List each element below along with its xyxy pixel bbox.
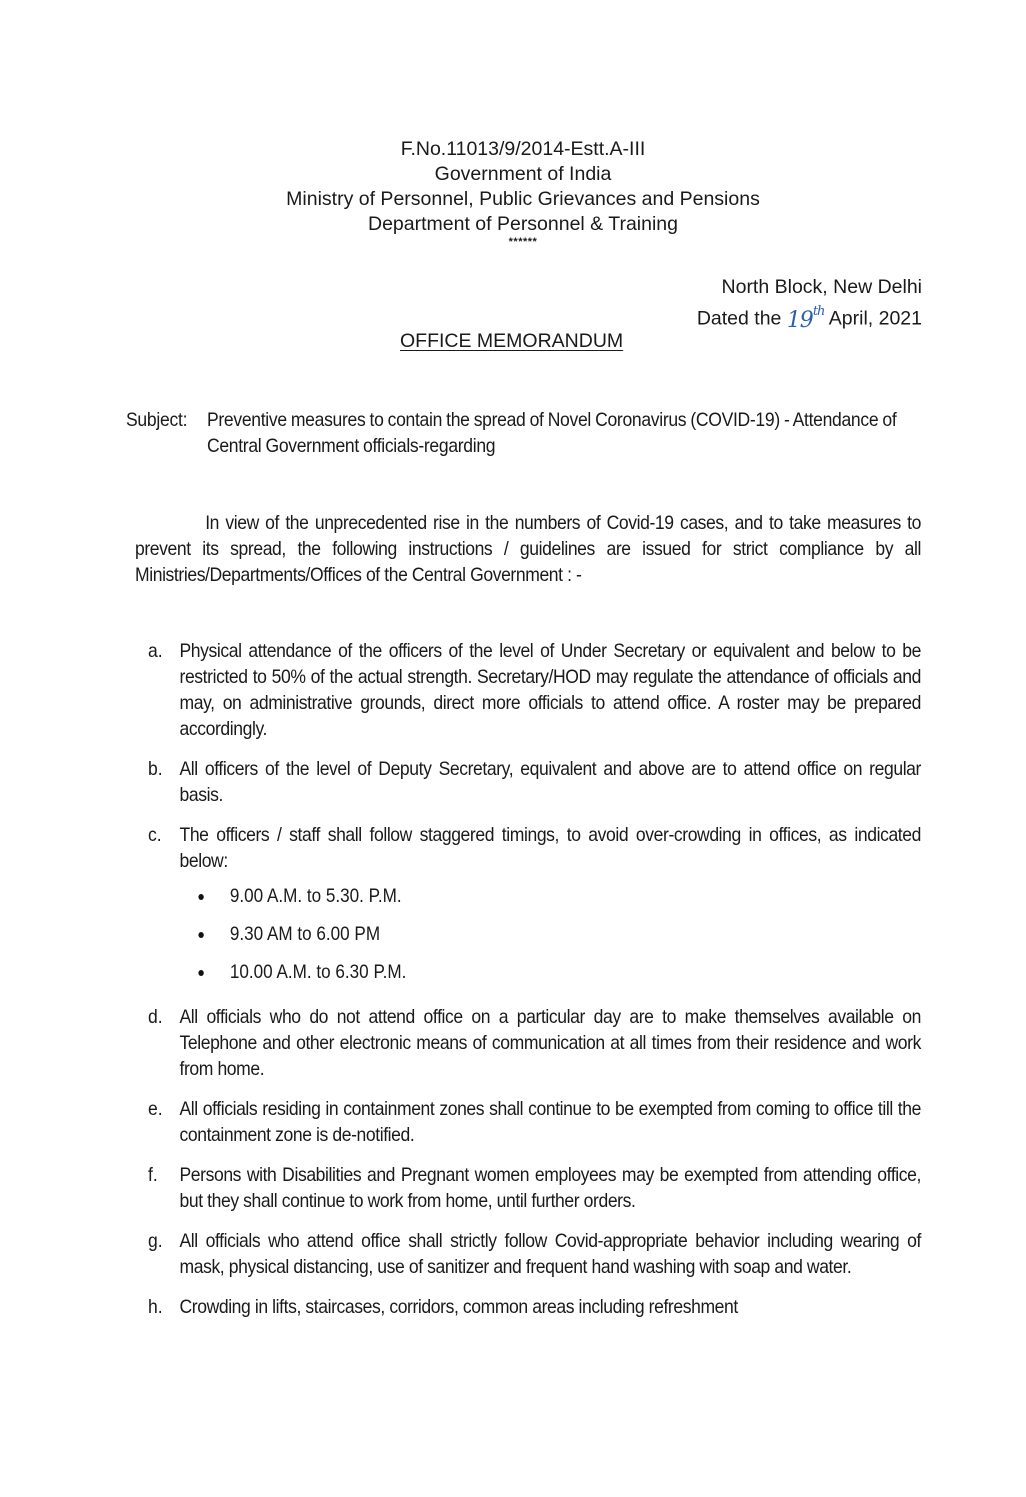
place-line: North Block, New Delhi: [721, 276, 922, 298]
subject-block: [126, 407, 926, 459]
item-text: Persons with Disabilities and Pregnant women employees may be exempted from attending office, but they shall continue to work from home, until further orders.: [179, 1164, 921, 1212]
item-marker: a.: [148, 640, 163, 662]
ministry-name: Ministry of Personnel, Public Grievances and Pensions: [286, 188, 760, 210]
department-name: Department of Personnel & Training: [367, 213, 678, 235]
item-text: Crowding in lifts, staircases, corridors, common areas including refreshment: [179, 1296, 738, 1318]
item-text: The officers / staff shall follow staggered timings, to avoid over-crowding in offices, as indicated below:: [179, 824, 921, 872]
handwritten-day-suffix: th: [812, 304, 825, 319]
bullet-icon: [198, 894, 203, 900]
item-marker: b.: [148, 758, 163, 780]
item-text: All officers of the level of Deputy Secretary, equivalent and above are to attend office on regular basis.: [179, 758, 921, 806]
bullet-icon: [198, 970, 203, 976]
letterhead: [0, 137, 1026, 248]
list-item: [148, 756, 921, 808]
timing-text: 9.00 A.M. to 5.30. P.M.: [229, 886, 402, 907]
list-item: [148, 1294, 921, 1320]
timing-item: [180, 960, 921, 998]
timing-text: 9.30 AM to 6.00 PM: [229, 924, 381, 945]
bullet-icon: [198, 932, 203, 938]
timing-text: 10.00 A.M. to 6.30 P.M.: [229, 962, 407, 983]
date-line: [696, 300, 922, 334]
memo-title: OFFICE MEMORANDUM: [400, 330, 624, 352]
handwritten-day-number: 19: [786, 308, 813, 334]
government-name: Government of India: [434, 163, 612, 185]
item-marker: f.: [148, 1164, 158, 1186]
item-marker: c.: [148, 824, 162, 846]
asterisk-separator: ******: [508, 236, 538, 248]
item-marker: e.: [148, 1098, 163, 1120]
timings-list: [180, 884, 921, 998]
dated-prefix: Dated the: [696, 307, 782, 330]
subject-text: Preventive measures to contain the spread of Novel Coronavirus (COVID-19) - Attendance of Central Government officials-regarding: [207, 409, 897, 457]
place-date-block: [696, 275, 922, 334]
item-marker: g.: [148, 1230, 163, 1252]
item-marker: h.: [148, 1296, 163, 1318]
item-text: Physical attendance of the officers of the level of Under Secretary or equivalent and below to be restricted to 50% of the actual strength. Secretary/HOD may regulate the attendance of officials and may, on administrative grounds, direct more officials to attend office. A roster may be prepared accordingly.: [179, 640, 921, 740]
intro-text: In view of the unprecedented rise in the numbers of Covid-19 cases, and to take measures to prevent its spread, the following instructions / guidelines are issued for strict compliance by all Ministries/Departments/Offices of the Central Government : -: [135, 512, 921, 586]
instruction-list: [148, 638, 921, 1320]
list-item: [148, 1004, 921, 1082]
list-item: [148, 1096, 921, 1148]
list-item: [148, 822, 921, 998]
list-item: [148, 1228, 921, 1280]
timing-item: [180, 922, 921, 960]
item-marker: d.: [148, 1006, 163, 1028]
item-text: All officials residing in containment zones shall continue to be exempted from coming to office till the containment zone is de-notified.: [179, 1098, 921, 1146]
item-text: All officials who attend office shall strictly follow Covid-appropriate behavior including wearing of mask, physical distancing, use of sanitizer and frequent hand washing with soap and water.: [179, 1230, 921, 1278]
list-item: [148, 1162, 921, 1214]
month-year: April, 2021: [828, 307, 922, 330]
list-item: [148, 638, 921, 742]
item-text: All officials who do not attend office on a particular day are to make themselves available on Telephone and other electronic means of communication at all times from their residence and work from home.: [179, 1006, 921, 1080]
subject-label: Subject:: [126, 409, 188, 431]
intro-paragraph: [135, 510, 921, 588]
timing-item: [180, 884, 921, 922]
handwritten-day: [786, 304, 825, 334]
file-number: F.No.11013/9/2014-Estt.A-III: [400, 138, 646, 160]
